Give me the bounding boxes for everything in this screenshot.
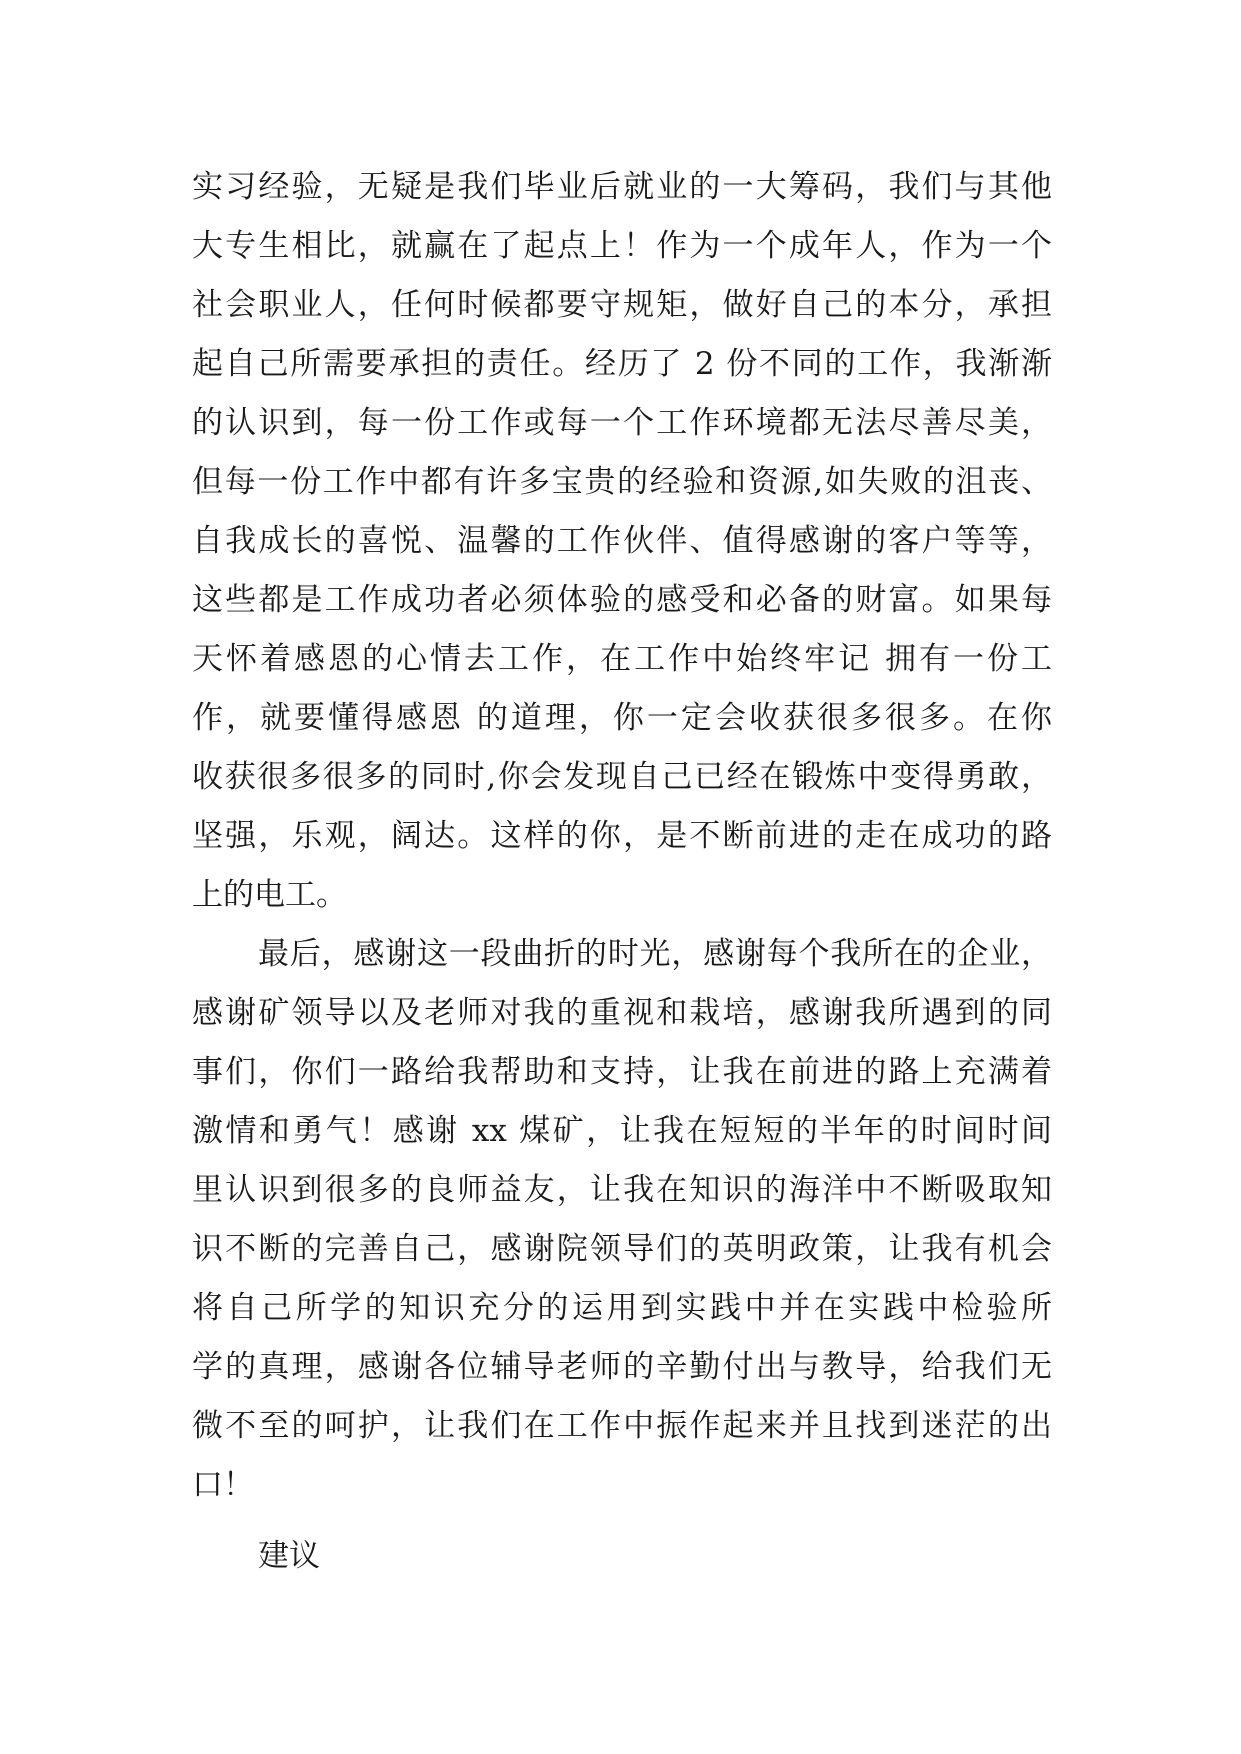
text-line: 学的真理，感谢各位辅导老师的辛勤付出与教导，给我们无 <box>192 1349 1052 1385</box>
text-line: 自我成长的喜悦、温馨的工作伙伴、值得感谢的客户等等， <box>192 523 1052 559</box>
paragraph-2 <box>192 925 1052 1515</box>
text-line: 的认识到，每一份工作或每一个工作环境都无法尽善尽美， <box>192 405 1052 441</box>
text-line: 最后，感谢这一段曲折的时光，感谢每个我所在的企业， <box>258 936 1052 972</box>
section-heading-block <box>192 1527 1052 1586</box>
text-line: 实习经验，无疑是我们毕业后就业的一大筹码，我们与其他 <box>192 169 1052 205</box>
paragraph-1 <box>192 158 1052 925</box>
text-line: 坚强，乐观，阔达。这样的你，是不断前进的走在成功的路 <box>192 818 1052 854</box>
text-line: 感谢矿领导以及老师对我的重视和栽培，感谢我所遇到的同 <box>192 995 1052 1031</box>
text-line: 口！ <box>192 1467 254 1503</box>
text-line: 但每一份工作中都有许多宝贵的经验和资源,如失败的沮丧、 <box>192 464 1052 500</box>
text-line: 社会职业人，任何时候都要守规矩，做好自己的本分，承担 <box>192 287 1052 323</box>
text-line: 上的电工。 <box>192 877 347 913</box>
text-line: 这些都是工作成功者必须体验的感受和必备的财富。如果每 <box>192 582 1052 618</box>
text-line: 收获很多很多的同时,你会发现自己已经在锻炼中变得勇敢， <box>192 759 1052 795</box>
section-heading: 建议 <box>258 1538 320 1574</box>
text-line: 识不断的完善自己，感谢院领导们的英明政策，让我有机会 <box>192 1231 1052 1267</box>
paragraph-gap <box>192 1515 1052 1527</box>
text-line: 作，就要懂得感恩 的道理，你一定会收获很多很多。在你 <box>192 700 1052 736</box>
text-line: 将自己所学的知识充分的运用到实践中并在实践中检验所 <box>192 1290 1052 1326</box>
text-line: 起自己所需要承担的责任。经历了 2 份不同的工作，我渐渐 <box>192 346 1052 382</box>
text-line: 里认识到很多的良师益友，让我在知识的海洋中不断吸取知 <box>192 1172 1052 1208</box>
text-line: 大专生相比，就赢在了起点上！作为一个成年人，作为一个 <box>192 228 1052 264</box>
text-line: 事们，你们一路给我帮助和支持，让我在前进的路上充满着 <box>192 1054 1052 1090</box>
document-body <box>192 158 1052 1586</box>
text-line: 微不至的呵护，让我们在工作中振作起来并且找到迷茫的出 <box>192 1408 1052 1444</box>
text-line: 激情和勇气！感谢 xx 煤矿，让我在短短的半年的时间时间 <box>192 1113 1052 1149</box>
text-line: 天怀着感恩的心情去工作，在工作中始终牢记 拥有一份工 <box>192 641 1052 677</box>
